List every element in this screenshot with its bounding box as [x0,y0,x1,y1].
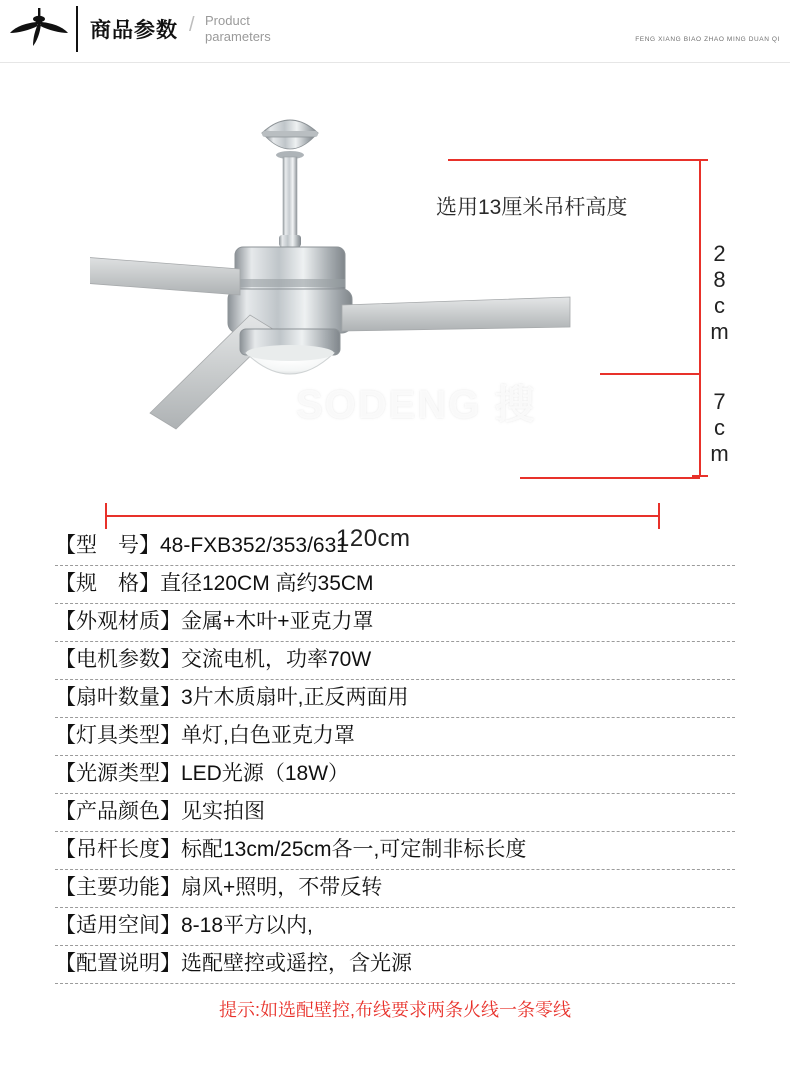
spec-value: 标配13cm/25cm各一,可定制非标长度 [181,838,527,861]
downrod-note-label: 选用13厘米吊杆高度 [436,196,628,219]
dimension-tick-left [105,503,107,529]
spec-row [55,946,735,984]
spec-key: 【灯具类型】 [55,724,181,747]
header-slash: / [189,14,195,36]
spec-key: 【规 格】 [55,572,160,595]
page-header [0,0,790,63]
header-pinyin-text: FENG XIANG BIAO ZHAO MING DUAN QI [635,36,780,43]
spec-value: 48-FXB352/353/631 [160,534,348,557]
dimension-line-vertical-right [699,159,701,477]
watermark-text: SODENG 搜 [296,383,537,427]
spec-row [55,756,735,794]
spec-value: 扇风+照明，不带反转 [181,876,383,899]
spec-row [55,908,735,946]
dimension-tick-top [692,159,708,161]
ceiling-fan-illustration [90,83,670,483]
height-top-label: 28cm [707,241,732,345]
spec-row [55,832,735,870]
specification-table [55,528,735,1020]
spec-value: 3片木质扇叶,正反两面用 [181,686,409,709]
width-label: 120cm [336,525,411,552]
spec-key: 【吊杆长度】 [55,838,181,861]
spec-key: 【型 号】 [55,534,160,557]
dimension-line-middle [600,373,700,375]
header-subtitle-line2: parameters [205,29,271,44]
spec-key: 【扇叶数量】 [55,686,181,709]
dimension-line-width [105,515,660,517]
spec-row [55,870,735,908]
spec-value: 8-18平方以内, [181,914,313,937]
page-title: 商品参数 [90,19,178,42]
dimension-tick-right [658,503,660,529]
spec-value: 直径120CM 高约35CM [160,572,374,595]
wiring-tip-text: 提示:如选配壁控,布线要求两条火线一条零线 [219,1000,571,1020]
spec-key: 【电机参数】 [55,648,181,671]
spec-key: 【产品颜色】 [55,800,181,823]
spec-key: 【配置说明】 [55,952,181,975]
spec-row [55,566,735,604]
height-bottom-label: 7cm [707,389,732,467]
spec-value: 单灯,白色亚克力罩 [181,724,355,747]
spec-value: 交流电机，功率70W [181,648,372,671]
spec-key: 【主要功能】 [55,876,181,899]
spec-row [55,680,735,718]
dimension-line-top [448,159,700,161]
header-divider [76,6,78,52]
header-subtitle-line1: Product [205,13,250,28]
spec-key: 【适用空间】 [55,914,181,937]
spec-value: 选配壁控或遥控，含光源 [181,952,412,975]
dimension-tick-bottom [692,475,708,477]
spec-key: 【外观材质】 [55,610,181,633]
dimension-line-bottom [520,477,700,479]
spec-row [55,528,735,566]
spec-row [55,718,735,756]
spec-value: 金属+木叶+亚克力罩 [181,610,374,633]
spec-row [55,794,735,832]
spec-row [55,642,735,680]
spec-value: LED光源（18W） [181,762,350,785]
spec-row [55,604,735,642]
spec-key: 【光源类型】 [55,762,181,785]
ceiling-fan-logo-icon [8,6,70,56]
spec-value: 见实拍图 [181,800,265,823]
